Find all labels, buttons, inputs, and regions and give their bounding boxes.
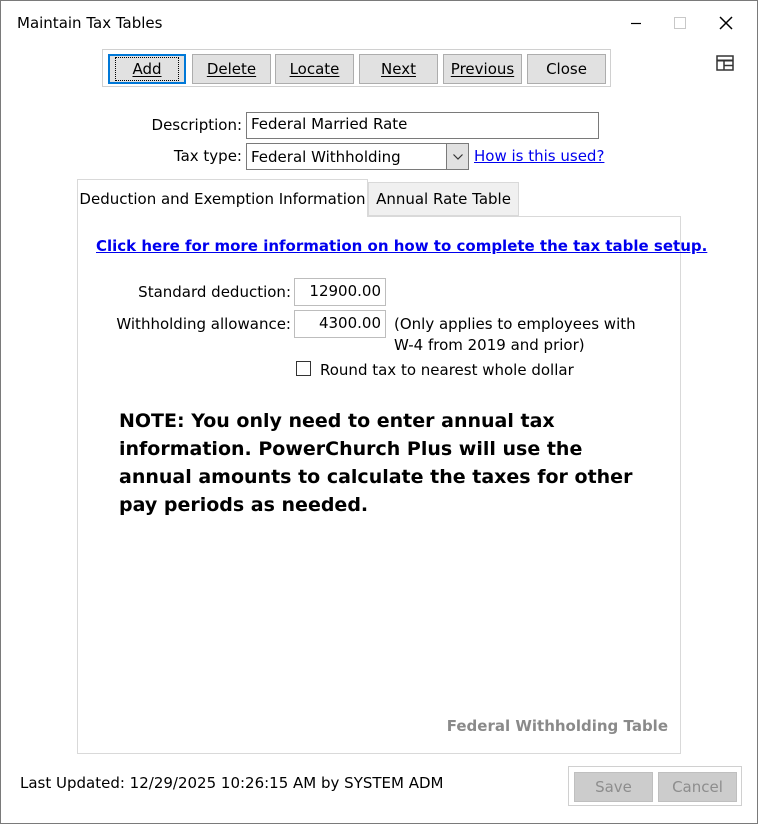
tab-annual-rate-table[interactable]: Annual Rate Table [368, 182, 519, 216]
close-button[interactable]: Close [527, 54, 606, 84]
annual-tax-note: NOTE: You only need to enter annual tax information. PowerChurch Plus will use the annual amounts to calculate the taxes for other pay periods as needed. [119, 410, 633, 516]
withholding-allowance-note: (Only applies to employees with W-4 from 2019 and prior) [394, 315, 636, 354]
delete-button[interactable]: Delete [192, 54, 271, 84]
close-icon [719, 16, 733, 30]
round-tax-label[interactable]: Round tax to nearest whole dollar [320, 361, 574, 379]
minimize-button[interactable] [613, 1, 659, 45]
maximize-icon [674, 17, 686, 29]
title-bar [1, 1, 757, 45]
add-button[interactable]: Add [108, 54, 186, 84]
cancel-button[interactable]: Cancel [658, 772, 737, 802]
withholding-allowance-field[interactable]: 4300.00 [294, 310, 386, 338]
tax-type-select[interactable]: Federal Withholding [246, 143, 447, 170]
tab-deduction-exemption[interactable]: Deduction and Exemption Information [77, 179, 368, 217]
chevron-down-icon [453, 154, 463, 160]
tax-table-setup-help-link[interactable]: Click here for more information on how to complete the tax table setup. [96, 237, 708, 255]
save-button[interactable]: Save [574, 772, 653, 802]
tax-type-label: Tax type: [173, 147, 242, 165]
layout-panel-icon[interactable] [716, 55, 736, 73]
minimize-icon [630, 17, 642, 29]
table-name-label: Federal Withholding Table [446, 717, 668, 735]
locate-button[interactable]: Locate [275, 54, 354, 84]
withholding-allowance-label: Withholding allowance: [116, 315, 291, 333]
round-tax-checkbox[interactable] [296, 361, 311, 376]
standard-deduction-label: Standard deduction: [138, 283, 291, 301]
last-updated-text: Last Updated: 12/29/2025 10:26:15 AM by SYSTEM ADM [20, 774, 444, 792]
how-is-this-used-link[interactable]: How is this used? [474, 147, 605, 165]
maximize-button[interactable] [657, 1, 703, 45]
description-label: Description: [151, 116, 242, 134]
window-title: Maintain Tax Tables [17, 14, 163, 32]
description-field[interactable]: Federal Married Rate [246, 112, 599, 139]
tax-type-dropdown-button[interactable] [446, 143, 469, 170]
next-button[interactable]: Next [359, 54, 438, 84]
standard-deduction-field[interactable]: 12900.00 [294, 278, 386, 306]
close-window-button[interactable] [703, 1, 749, 45]
previous-button[interactable]: Previous [443, 54, 522, 84]
